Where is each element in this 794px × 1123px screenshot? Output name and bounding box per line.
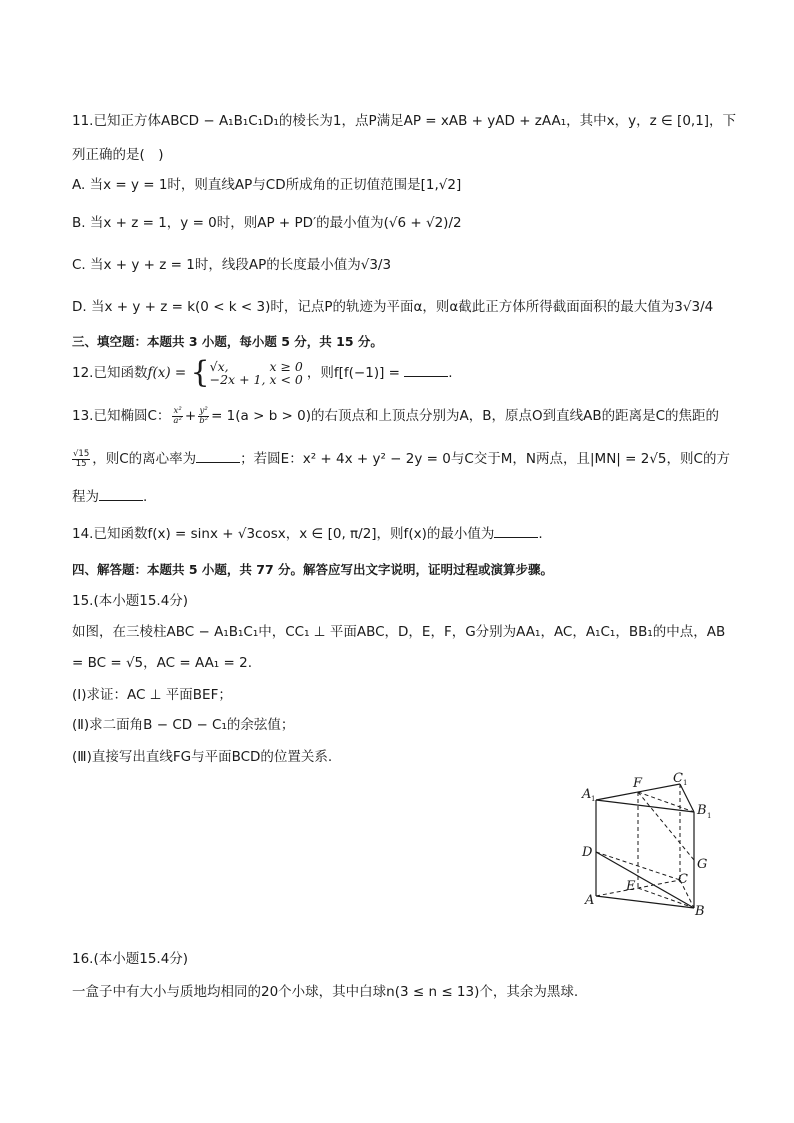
q15-line1: 如图，在三棱柱ABC − A₁B₁C₁中，CC₁ ⊥ 平面ABC，D，E，F，G分别为AA₁，AC，A₁C₁，BB₁的中点，AB [72,624,726,640]
label-a1-sub: 1 [591,795,596,803]
q11-option-a: A. 当x = y = 1时，则直线AP与CD所成角的正切值范围是[1,√2] [72,177,462,193]
label-a1: A [582,787,592,802]
q15-part3: (Ⅲ)直接写出直线FG与平面BCD的位置关系. [72,749,333,765]
prism-figure [576,770,726,920]
edge-a1-b1 [596,800,694,812]
q13-line3 [72,488,147,506]
q15-part1: (Ⅰ)求证：AC ⊥ 平面BEF； [72,687,232,703]
q14-line [72,525,543,543]
edge-a-b [596,896,694,908]
q12-line [72,355,453,390]
q13-frac-y: $\frac{\text{y²}}{\text{b²}}$ [199,405,209,426]
q11-option-b: B. 当x + z = 1，y = 0时，则AP + PD′的最小值为(√6 + √2)/2 [72,215,462,231]
q13-line1-post: = 1(a > b > 0)的右顶点和上顶点分别为A，B，原点O到直线AB的距离是C的焦距的 [211,408,720,424]
q13-eccentricity-blank[interactable] [196,450,240,463]
q12-end: . [448,365,453,381]
q12-post: ，则f[f(−1)] = [306,365,400,381]
q11-option-c: C. 当x + y + z = 1时，线段AP的长度最小值为√3/3 [72,257,392,273]
q15-part2: (Ⅱ)求二面角B − CD − C₁的余弦值； [72,717,295,733]
q14-text: 14.已知函数f(x) = sinx + √3cosx，x ∈ [0, π/2]，则f(x)的最小值为 [72,526,495,542]
label-c1-sub: 1 [683,779,688,787]
label-c: C [678,872,688,887]
section-fill-in-heading: 三、填空题：本题共 3 小题，每小题 5 分，共 15 分。 [72,334,383,349]
q11-option-d: D. 当x + y + z = k(0 < k < 3)时，记点P的轨迹为平面α，则α截此正方体所得截面面积的最大值为3√3/4 [72,299,714,315]
q12-brace: { [190,355,210,390]
q14-answer-blank[interactable] [494,525,538,538]
q14-end: . [538,526,543,542]
label-b1: B [697,803,707,818]
label-b1-sub: 1 [707,812,712,820]
q12-case2-expr: −2x + 1, [209,372,266,387]
q16-header: 16.(本小题15.4分) [72,951,189,967]
edge-c1-b1 [680,784,694,812]
q13-frac-sqrt15: $\frac{√15}{15}$ [73,448,90,469]
q15-line2: = BC = √5，AC = AA₁ = 2. [72,655,252,671]
label-g: G [697,857,708,872]
label-a: A [585,893,595,908]
q12-pre: 12.已知函数 [72,365,148,381]
q15-header: 15.(本小题15.4分) [72,593,189,609]
q13-frac-x: $\frac{\text{x²}}{\text{a²}}$ [173,405,182,426]
q12-case1-cond: x ≥ 0 [269,359,303,374]
q16-line1: 一盒子中有大小与质地均相同的20个小球，其中白球n(3 ≤ n ≤ 13)个，其余为黑球. [72,984,579,1000]
q13-line2-mid: ，则C的离心率为 [92,451,197,467]
label-d: D [582,845,593,860]
q11-line1: 11.已知正方体ABCD − A₁B₁C₁D₁的棱长为1，点P满足AP = xAB + yAD + zAA₁，其中x，y，z ∈ [0,1]，下 [72,113,737,129]
label-f: F [633,776,643,791]
q11-line2: 列正确的是( ) [72,147,164,163]
q13-equation-blank[interactable] [99,488,143,501]
q13-line3-text: 程为 [72,489,99,505]
q12-fx: f(x) = [147,365,187,381]
q12-cases [210,360,307,386]
label-e: E [626,879,636,894]
q13-line1: 13.已知椭圆C： $\frac{\text{x²}}{\text{a²}}$ + $\frac{\text{y²}}{\text{b²}}$ = 1(a > b > 0)的右顶点和上顶点分别为A，B，原点O到直线AB的距离是C的焦距的 [72,405,720,426]
q12-case1-expr: √x, [209,359,229,374]
q13-end: . [143,489,148,505]
q13-line2-post: ；若圆E：x² + 4x + y² − 2y = 0与C交于M，N两点，且|MN| = 2√5，则C的方 [240,451,730,467]
q13-line2 [70,444,730,474]
label-b: B [695,904,705,919]
q13-line1-pre: 13.已知椭圆C： [72,408,171,424]
section-solution-heading: 四、解答题：本题共 5 小题，共 77 分。解答应写出文字说明，证明过程或演算步骤。 [72,562,554,577]
label-c1: C [673,771,683,786]
q12-case2-cond: x < 0 [269,372,303,387]
q12-answer-blank[interactable] [404,364,448,377]
